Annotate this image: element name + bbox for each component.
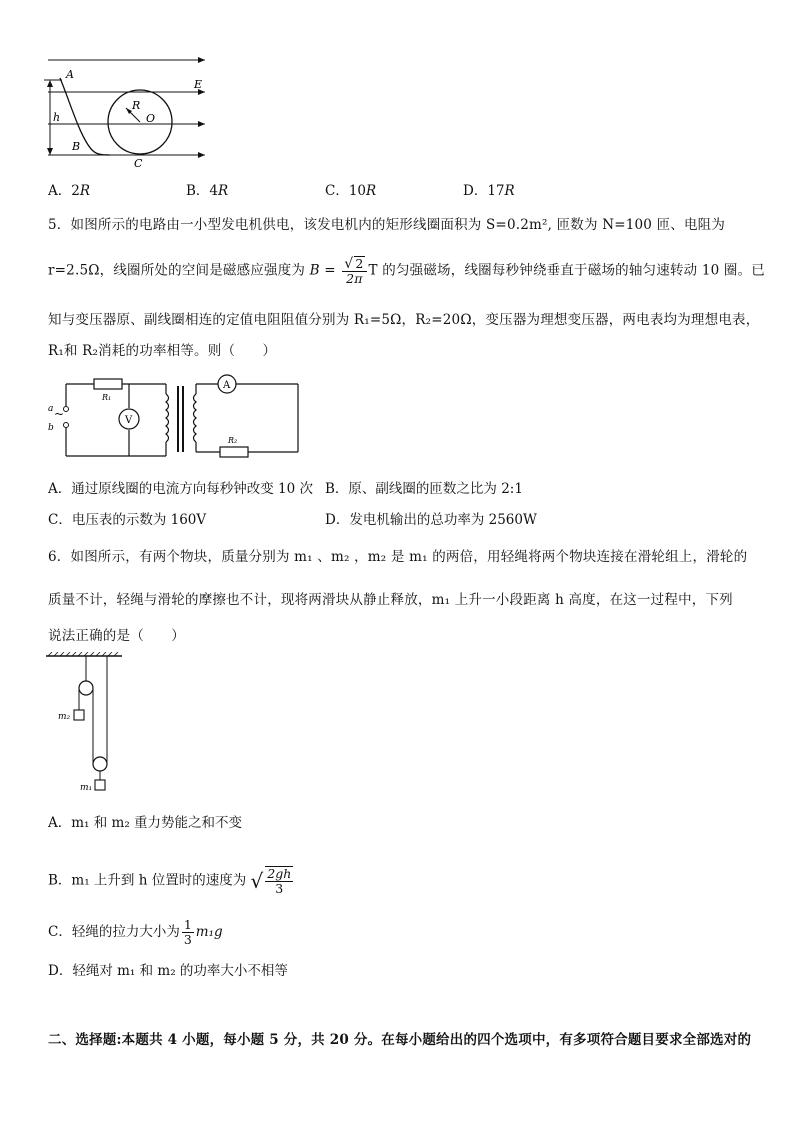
q5-line-3: 知与变压器原、副线圈相连的定值电阻阻值分别为 R₁=5Ω，R₂=20Ω，变压器为理想变压器，两电表均为理想电表， [48, 312, 760, 328]
q4-label-h: h [53, 111, 61, 124]
q6-line-1: 6．如图所示，有两个物块，质量分别为 m₁ 、m₂ ，m₂ 是 m₁ 的两倍，用轻绳将两个物块连接在滑轮组上，滑轮的 [48, 549, 748, 565]
q5-option-a: A．通过原线圈的电流方向每秒钟改变 10 次 [48, 481, 314, 497]
q5-label-b: b [48, 423, 54, 433]
q5-resistor-r2 [220, 447, 248, 457]
q4-figure [40, 52, 215, 170]
q6-fixed-pulley [79, 681, 93, 695]
q5-label-a: a [48, 404, 54, 414]
q5-line-1: 5．如图所示的电路由一小型发电机供电，该发电机内的矩形线圈面积为 S=0.2m², 匝数为 N=100 匝、电阻为 [48, 217, 726, 233]
q6-line-2: 质量不计，轻绳与滑轮的摩擦也不计，现将两滑块从静止释放，m₁ 上升一小段距离 h 高度，在这一过程中，下列 [48, 592, 733, 608]
q4-option-b: B．4R [186, 183, 229, 199]
q4-label-R: R [132, 99, 141, 112]
q5-option-d: D．发电机输出的总功率为 2560W [325, 512, 537, 528]
svg-text:~: ~ [54, 407, 65, 421]
q5-label-r1: R₁ [102, 393, 112, 402]
q5-label-r2: R₂ [228, 436, 238, 445]
q5-primary-coil [166, 394, 169, 442]
q4-label-B: B [72, 140, 81, 153]
q5-option-c: C．电压表的示数为 160V [48, 512, 207, 528]
q4-label-C: C [134, 157, 143, 170]
q6-option-d: D．轻绳对 m₁ 和 m₂ 的功率大小不相等 [48, 963, 288, 979]
q6-label-m2: m₂ [58, 712, 71, 722]
q5-secondary-coil [194, 394, 197, 442]
q6-option-c: C．轻绳的拉力大小为 $\frac{1}{3}$ m₁g [48, 917, 223, 947]
q5-label-a-meter: A [223, 380, 231, 391]
q4-label-A: A [66, 68, 74, 81]
q6-moving-pulley [93, 757, 107, 771]
q6-block-m2 [74, 710, 84, 720]
q6-label-m1: m₁ [80, 783, 93, 793]
q6-pulley-figure [44, 652, 124, 802]
q5-line-4: R₁和 R₂消耗的功率相等。则（ ） [48, 343, 277, 359]
q4-label-O: O [146, 112, 156, 125]
q4-option-a: A．2R [48, 183, 91, 199]
q5-terminal-b[interactable] [64, 423, 69, 428]
q6-option-a: A．m₁ 和 m₂ 重力势能之和不变 [48, 815, 243, 831]
q5-formula-fraction: $\frac{√ 2}{2\pi}$ [342, 256, 366, 286]
q5-option-b: B．原、副线圈的匝数之比为 2:1 [325, 481, 523, 497]
q5-label-v: V [125, 415, 133, 426]
q4-option-c: C．10R [325, 183, 377, 199]
section-2-title: 二、选择题:本题共 4 小题，每小题 5 分，共 20 分。在每小题给出的四个选项中，有多项符合题目要求全部选对的 [48, 1032, 752, 1048]
q5-resistor-r1 [94, 379, 122, 389]
q5-line-2: r=2.5Ω，线圈所处的空间是磁感应强度为 B = $\frac{√ 2}{2\pi}$ T 的匀强磁场，线圈每秒钟绕垂直于磁场的轴匀速转动 10 圈。已 [48, 256, 766, 286]
q5-terminal-a[interactable] [64, 407, 69, 412]
q6-line-3: 说法正确的是（ ） [48, 628, 185, 644]
q6-block-m1 [95, 780, 105, 790]
q4-option-d: D．17R [463, 183, 515, 199]
q4-slide-curve [60, 78, 110, 155]
q4-label-E: E [194, 78, 203, 91]
q5-circuit-figure [44, 372, 304, 464]
q6-option-b: B．m₁ 上升到 h 位置时的速度为 √ $\frac{2gh}{3}$ [48, 866, 292, 896]
